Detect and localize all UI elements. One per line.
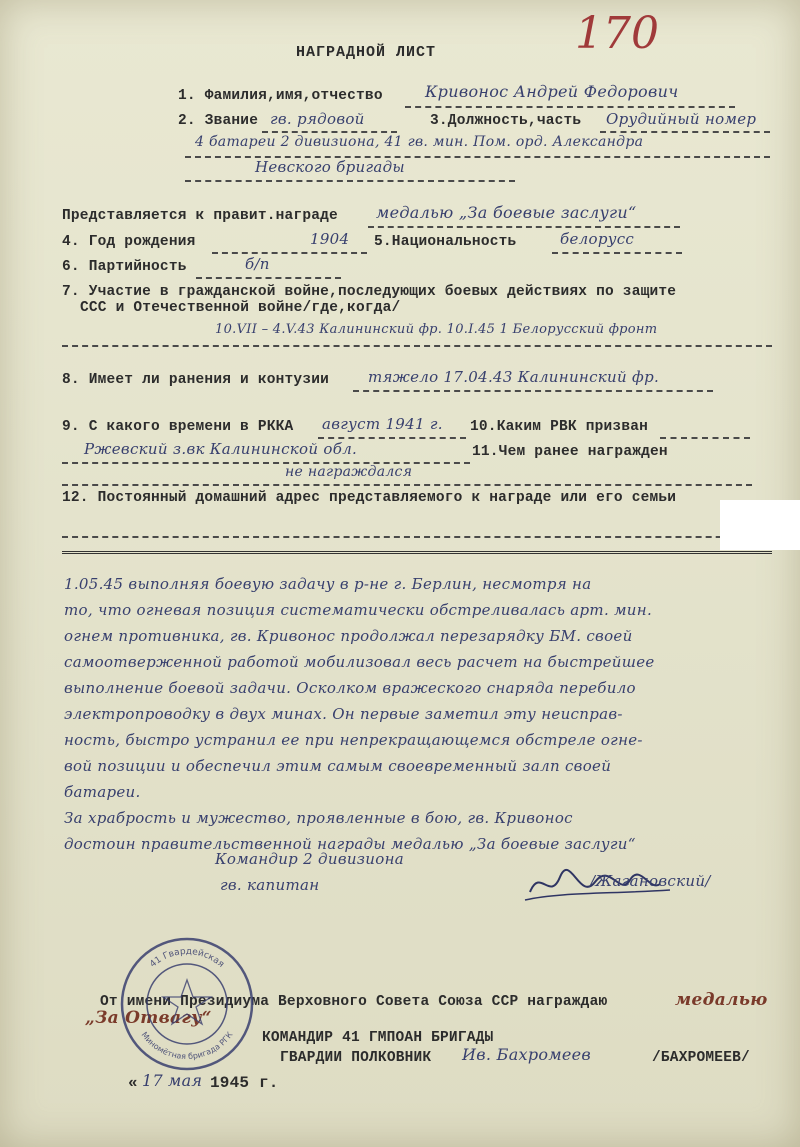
brigade-commander-name: /БАХРОМЕЕВ/	[652, 1050, 750, 1066]
field-3-underline-3	[185, 180, 515, 182]
field-7-label-2: ССС и Отечественной войне/где,когда/	[80, 300, 401, 316]
stamp-ring-bottom: Миномётная бригада РГК	[139, 1030, 235, 1062]
field-1-underline	[405, 106, 735, 108]
svg-text:41 Гвардейская	[148, 947, 226, 970]
field-5-value: белорусс	[560, 230, 635, 248]
narrative-line: вой позиции и обеспечил этим самым своевременный залп своей	[64, 757, 612, 775]
narrative-line: достоин правительственной награды медалью „За боевые заслуги“	[64, 835, 636, 853]
document-title: НАГРАДНОЙ ЛИСТ	[296, 44, 437, 61]
field-11-label: 11.Чем ранее награжден	[472, 444, 668, 460]
field-1-value: Кривонос Андрей Федорович	[425, 82, 679, 101]
field-12-label: 12. Постоянный домашний адрес представляемого к награде или его семьи	[62, 490, 677, 506]
field-6-value: б/п	[245, 255, 270, 273]
field-4-label: 4. Год рождения	[62, 234, 196, 250]
stamp-ring-top: 41 Гвардейская	[148, 946, 226, 970]
field-9-label: 9. С какого времени в РККА	[62, 419, 294, 435]
narrative-line: ность, быстро устранил ее при непрекращающемся обстреле огне-	[64, 731, 643, 749]
field-7-underline	[62, 345, 772, 347]
field-11-underline	[62, 484, 752, 486]
field-6-underline	[196, 277, 341, 279]
field-9-value: август 1941 г.	[322, 415, 443, 433]
field-5-underline	[552, 252, 682, 254]
date-month: мая	[168, 1071, 203, 1090]
field-7-label-1: 7. Участие в гражданской войне,последующих боевых действиях по защите	[62, 284, 677, 300]
field-10-underline	[660, 437, 750, 439]
narrative-line: то, что огневая позиция систематически обстреливалась арт. мин.	[64, 601, 653, 619]
narrative-line: батареи.	[64, 783, 141, 801]
field-3-value-1: Орудийный номер	[606, 110, 757, 128]
section-divider	[62, 551, 772, 554]
narrative-line: 1.05.45 выполняя боевую задачу в р-не г. Берлин, несмотря на	[64, 575, 592, 593]
field-4-value: 1904	[310, 230, 350, 248]
field-6-label: 6. Партийность	[62, 259, 187, 275]
decree-award: медалью	[675, 990, 768, 1010]
commander-rank: гв. капитан	[220, 876, 320, 894]
field-11-value: не награждался	[285, 464, 413, 480]
field-3-value-2: 4 батареи 2 дивизиона, 41 гв. мин. Пом. орд. Александра	[195, 134, 644, 150]
narrative-line: огнем противника, гв. Кривонос продолжал перезарядку БМ. своей	[64, 627, 633, 645]
decree-award-2: „За Отвагу“	[85, 1008, 212, 1028]
field-10-value: Ржевский з.вк Калининской обл.	[84, 440, 358, 458]
date-quote: «	[128, 1074, 138, 1092]
field-8-underline	[353, 390, 713, 392]
date-day: 17	[142, 1071, 163, 1090]
narrative-line: выполнение боевой задачи. Осколком вражеского снаряда перебило	[64, 679, 636, 697]
award-underline	[368, 226, 680, 228]
svg-text:Миномётная бригада РГК	[140, 1030, 235, 1061]
field-2-value: гв. рядовой	[270, 110, 365, 128]
field-3-label: 3.Должность,часть	[430, 113, 582, 129]
field-3-underline	[600, 131, 770, 133]
sheet-number: 170	[575, 8, 659, 59]
field-9-underline	[318, 437, 466, 439]
narrative-line: самоотверженной работой мобилизовал весь расчет на быстрейшее	[64, 653, 655, 671]
commander-title: Командир 2 дивизиона	[215, 850, 405, 868]
commander-name: /Жагановский/	[590, 872, 711, 890]
field-2-underline	[262, 131, 397, 133]
brigade-commander-line2: ГВАРДИИ ПОЛКОВНИК	[280, 1050, 432, 1066]
brigade-commander-signature: Ив. Бахромеев	[462, 1045, 592, 1064]
field-5-label: 5.Национальность	[374, 234, 517, 250]
field-7-value: 10.VII – 4.V.43 Калининский фр. 10.I.45 1 Белорусский фронт	[215, 322, 658, 337]
field-1-label: 1. Фамилия,имя,отчество	[178, 88, 383, 104]
field-8-value: тяжело 17.04.43 Калининский фр.	[368, 368, 660, 386]
date-year: 1945 г.	[210, 1074, 279, 1092]
field-4-underline	[212, 252, 367, 254]
narrative-line: За храбрость и мужество, проявленные в бою, гв. Кривонос	[64, 809, 573, 827]
award-label: Представляется к правит.награде	[62, 208, 338, 224]
field-12-underline	[62, 536, 772, 538]
official-round-stamp	[118, 935, 256, 1073]
field-3-value-3: Невского бригады	[255, 158, 405, 176]
field-8-label: 8. Имеет ли ранения и контузии	[62, 372, 330, 388]
award-value: медалью „За боевые заслуги“	[376, 203, 637, 222]
decree-text: От имени Президиума Верховного Совета Союза ССР награждаю	[100, 994, 608, 1010]
field-10-label: 10.Каким РВК призван	[470, 419, 649, 435]
narrative-line: электропроводку в двух минах. Он первые заметил эту неисправ-	[64, 705, 623, 723]
redacted-address-area	[720, 500, 800, 550]
field-2-label: 2. Звание	[178, 113, 259, 129]
brigade-commander-line1: КОМАНДИР 41 ГМПОАН БРИГАДЫ	[262, 1030, 494, 1046]
